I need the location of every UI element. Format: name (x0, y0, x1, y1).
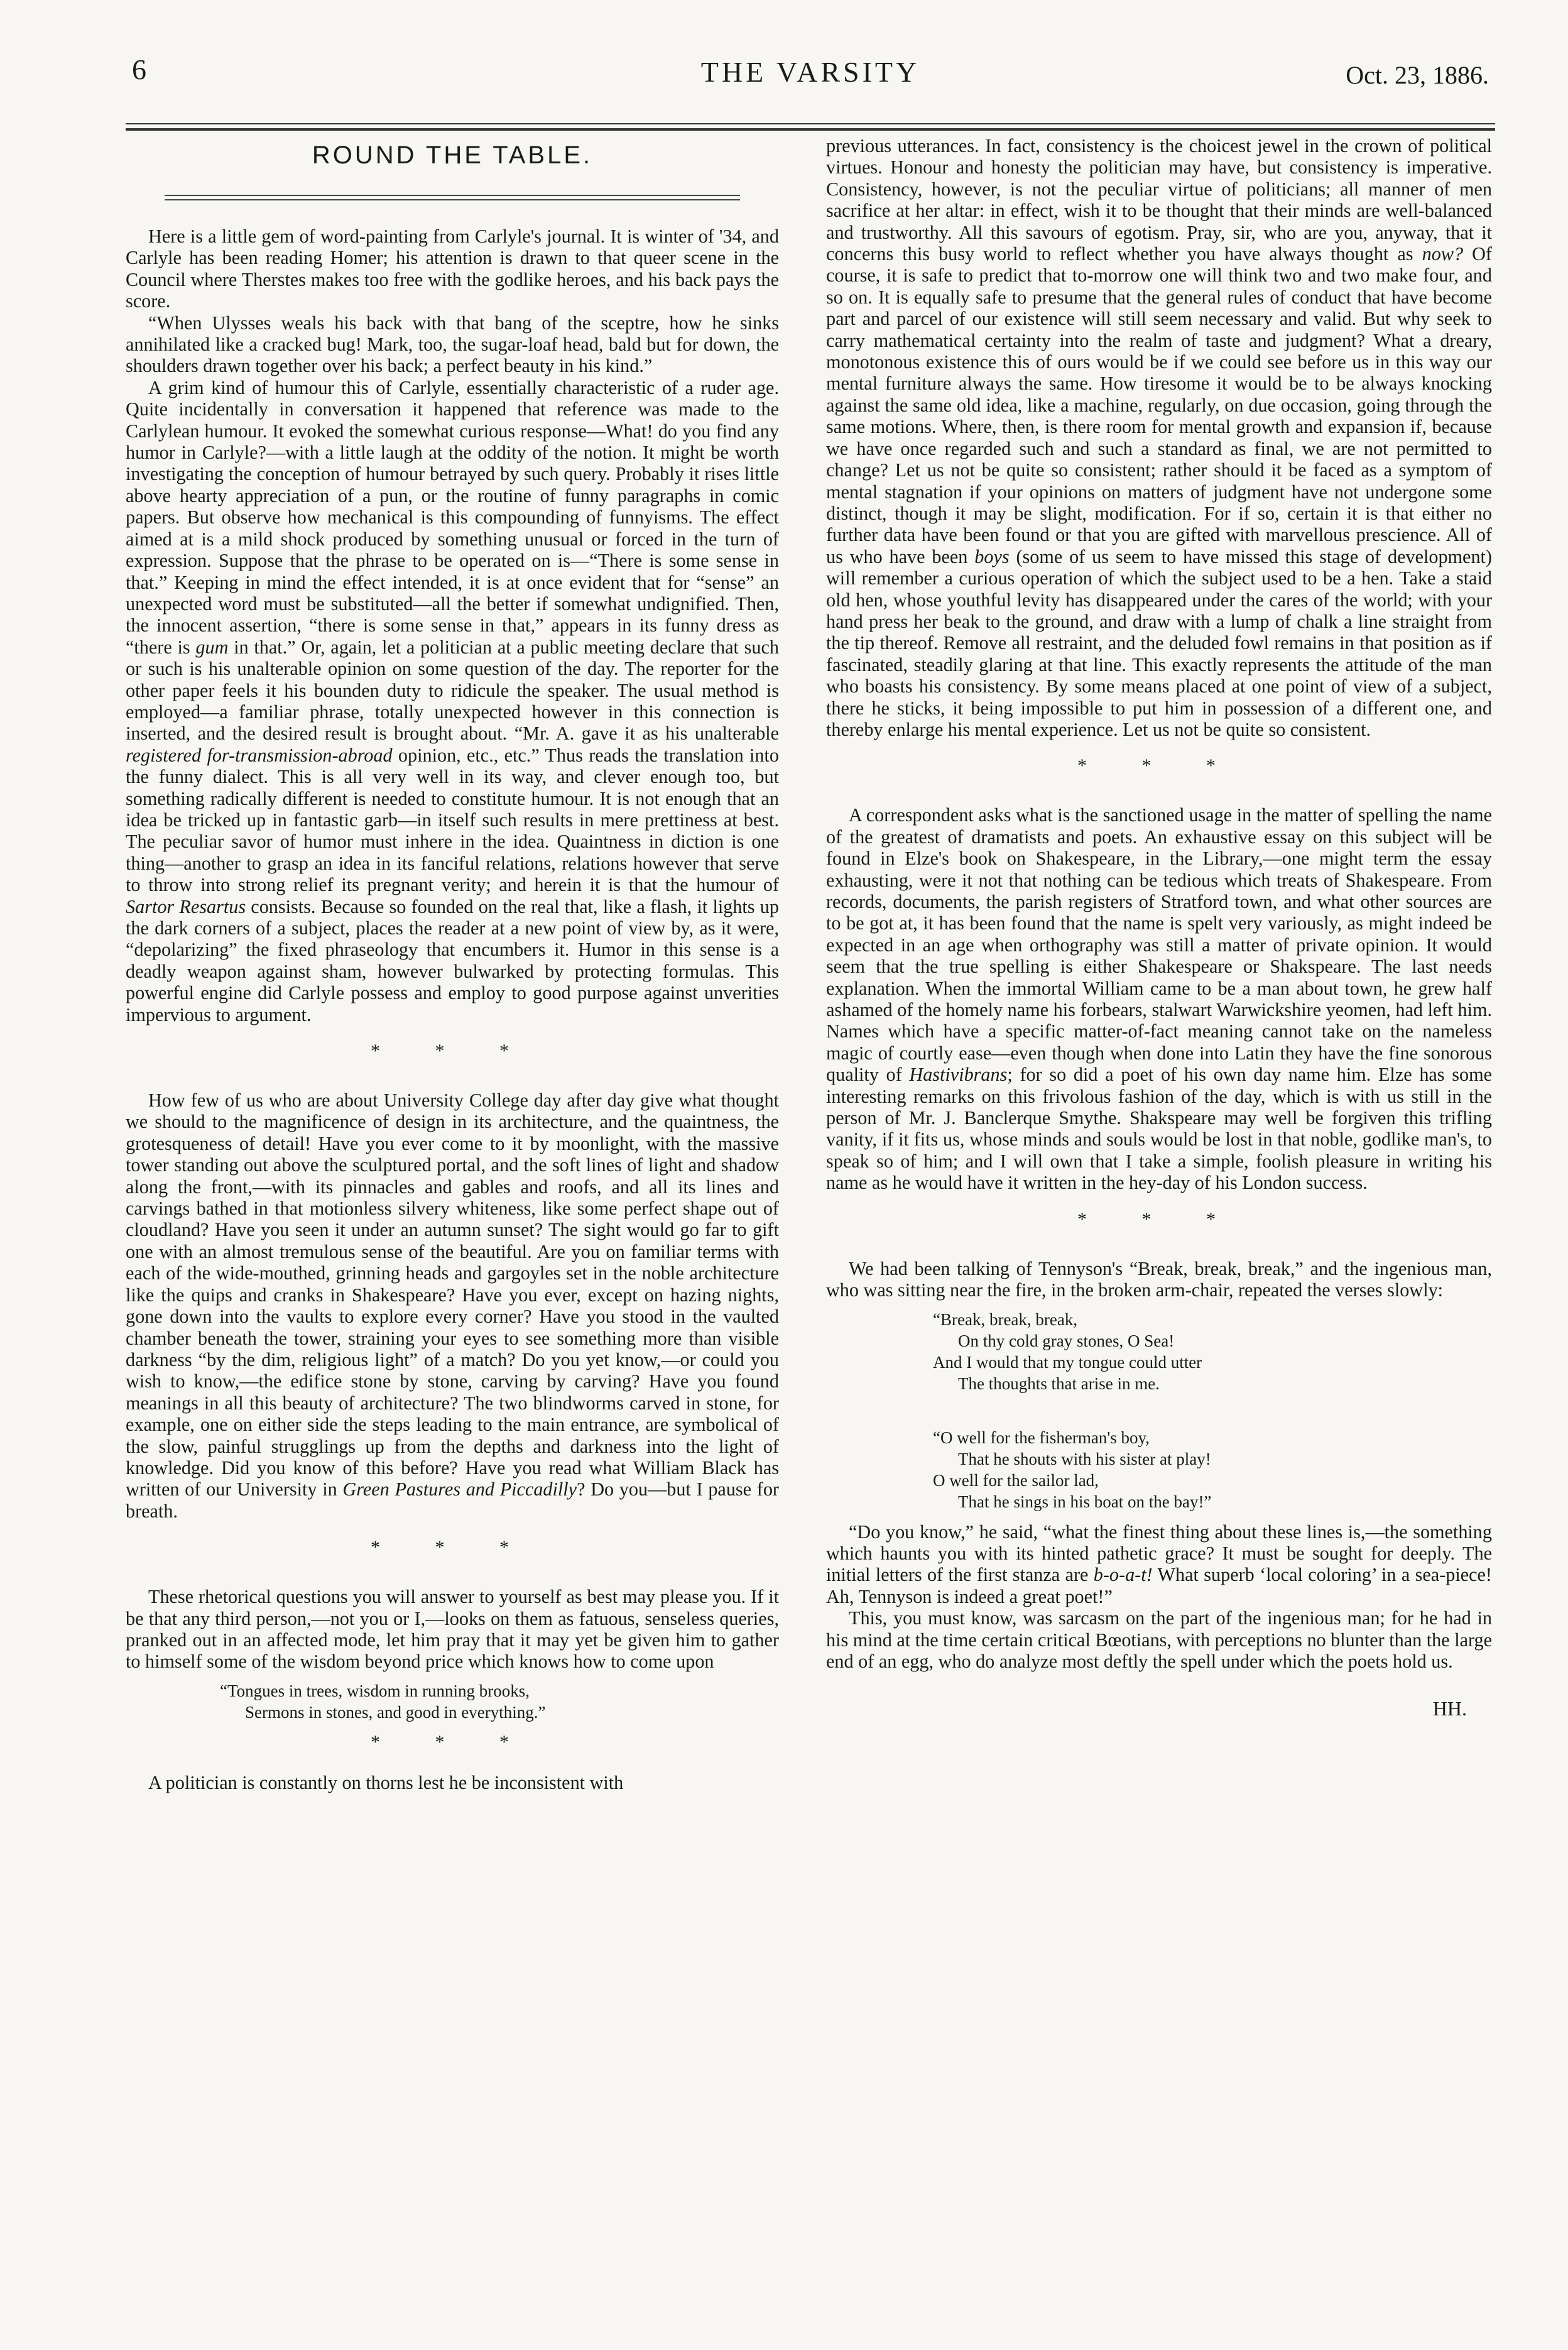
masthead-rule-thick (126, 128, 1495, 131)
section-separator: * * * (371, 1041, 534, 1062)
author-signature: HH. (1432, 1697, 1467, 1720)
paragraph-sarcasm: This, you must know, was sarcasm on the part of the ingenious man; for he had in his mind at the time certain critical Bœotians, with perceptions no blunter than the large end of an egg, who do analyze most deftly the spell under which the poets hold us. (826, 1607, 1492, 1672)
heading-rule (165, 195, 739, 200)
issue-date: Oct. 23, 1886. (1346, 61, 1489, 89)
section-separator: * * * (1077, 1208, 1241, 1230)
paragraph-university-college: How few of us who are about University College day after day give what thought we should to the magnificence of design in its architecture, and the quaintness, the grotesqueness of detail! Have you ever come to it by moonlight, with the massive tower standing out above the sculptured portal, and the soft lines of light and shadow along the front,—with its pinnacles and gables and roofs, and all its lines and carvings bathed in that motionless silvery whiteness, like some perfect shape out of cloudland? Have you seen it under an autumn sunset? The sight would go far to gift one with an almost tremulous sense of the beautiful. Are you on familiar terms with each of the wide-mouthed, grinning heads and gargoyles set in the noble architecture like the quips and cranks in Shakespeare? Have you ever, except on hazing nights, gone down into the vaults to explore every corner? Have you stood in the vaulted chamber beneath the tower, straining your eyes to see something more than visible darkness “by the dim, religious light” of a match? Do you yet know,—or could you wish to know,—the edifice stone by stone, carving by carving? Have you found meanings in all this beauty of architecture? The two blindworms carved in stone, for example, one on either side the steps leading to the main entrance, are symbolical of the slow, painful strugglings up from the depths and darkness into the light of knowledge. Did you know of this before? Have you read what William Black has written of our University in Green Pastures and Piccadilly? Do you—but I pause for breath. (126, 1090, 779, 1522)
shakespeare-quote: “Tongues in trees, wisdom in running brooks, Sermons in stones, and good in everything.” (220, 1681, 546, 1722)
section-separator: * * * (1077, 755, 1241, 777)
newspaper-title: THE VARSITY (700, 56, 920, 88)
paragraph-humour: A grim kind of humour this of Carlyle, essentially characteristic of a ruder age. Quite incidentally in conversation it happened that reference was made to the Carlylean humour. It evoked the somewhat curious response—What! do you find any humor in Carlyle?—with a little laugh at the oddity of the notion. It might be worth investigating the conception of humour betrayed by such query. Probably it rises little above hearty appreciation of a pun, or the routine of funny paragraphs in comic papers. But observe how mechanical is this compounding of funnyisms. The effect aimed at is a mild shock produced by something unusual or forced in the turn of expression. Suppose that the phrase to be operated on is—“There is some sense in that.” Keeping in mind the effect intended, it is at once evident that for “sense” an unexpected word must be substituted—all the better if somewhat undignified. Then, the innocent assertion, “there is some sense in that,” appears in its funny dress as “there is gum in that.” Or, again, let a politician at a public meeting declare that such or such is his unalterable opinion on some question of the day. The reporter for the other paper feels it his bounden duty to ridicule the speaker. The usual method is employed—a familiar phrase, totally unexpected however in this connection is inserted, and the desired result is brought about. “Mr. A. gave it as his unalterable registered for-transmission-abroad opinion, etc., etc.” Thus reads the translation into the funny dialect. This is all very well in its way, and clever enough too, but something radically different is needed to constitute humour. It is not enough that an idea be tricked up in fantastic garb—in itself such results in mere prettiness at best. The peculiar savor of humor must inhere in the idea. Quaintness in diction is one thing—another to grasp an idea in its fanciful relations, relations however that serve to throw into strong relief its pregnant verity; and herein it is that the humour of Sartor Resartus consists. Because so founded on the real that, like a flash, it lights up the dark corners of a subject, places the reader at a new point of view by, as it were, “depolarizing” the fixed phraseology that encumbers it. Humor in this sense is a deadly weapon against sham, however bulwarked by protecting formulas. This powerful engine did Carlyle possess and employ to good purpose against unverities impervious to argument. (126, 376, 779, 1025)
paragraph-tennyson-boat: “Do you know,” he said, “what the finest thing about these lines is,—the something which haunts you with its hinted pathetic grace? It must be sought for deeply. The initial letters of the first stanza are b-o-a-t! What superb ‘local coloring’ in a sea-piece! Ah, Tennyson is indeed a great poet!” (826, 1521, 1492, 1607)
paragraph-shakespeare-spelling: A correspondent asks what is the sanctioned usage in the matter of spelling the name of the greatest of dramatists and poets. An exhaustive essay on this subject will be found in Elze's book on Shakespeare, in the Library,—one might term the essay exhausting, were it not that nothing can be tedious which treats of Shakespeare. From records, documents, the parish registers of Stratford town, and what other sources are to be got at, it has been found that the name is spelt very variously, as might indeed be expected in an age when orthography was still a matter of private opinion. It would seem that the true spelling is either Shakespeare or Shakspeare. The last needs explanation. When the immortal William came to be a man about town, he grew half ashamed of the homely name his forbears, stalwart Warwickshire yeomen, had left him. Names which have a specific matter-of-fact meaning cannot take on the nameless magic of courtly ease—even though when done into Latin they have the fine sonorous quality of Hastivibrans; for so did a poet of his own day name him. Elze has some interesting remarks on this frivolous fashion of the day, which is with us still in the person of Mr. J. Banclerque Smythe. Shakspeare may well be forgiven this trifling vanity, if it fits us, whose minds and souls would be lost in that noble, godlike man's, to speak so of him; and I will own that I take a simple, foolish pleasure in writing his name as he would have it written in the hey-day of his London success. (826, 804, 1492, 1194)
masthead (126, 49, 1495, 118)
section-separator: * * * (371, 1731, 534, 1752)
paragraph-tennyson-intro: We had been talking of Tennyson's “Break, break, break,” and the ingenious man, who was sitting near the fire, in the broken arm-chair, repeated the verses slowly: (826, 1257, 1492, 1301)
section-separator: * * * (371, 1537, 534, 1558)
tennyson-verse-2: “O well for the fisherman's boy, That he shouts with his sister at play! O well for the sailor lad, That he sings in his boat on the bay!” (933, 1428, 1212, 1511)
paragraph-carlyle-quote: “When Ulysses weals his back with that bang of the sceptre, how he sinks annihilated like a cracked bug! Mark, too, the sugar-loaf head, bald but for down, the shoulders drawn together over his back; a perfect beauty in his kind.” (126, 312, 779, 377)
paragraph-carlyle-intro: Here is a little gem of word-painting from Carlyle's journal. It is winter of '34, and Carlyle has been reading Homer; his attention is drawn to that queer scene in the Council where Therstes makes too free with the godlike heroes, and his back pays the score. (126, 226, 779, 312)
paragraph-consistency: previous utterances. In fact, consistency is the choicest jewel in the crown of political virtues. Honour and honesty the politician may have, but consistency is imperative. Consistency, however, is not the peculiar virtue of politicians; all manner of men sacrifice at her altar: in effect, wish it to be thought that their minds are well-balanced and trustworthy. All this savours of egotism. Pray, sir, who are you, anyway, that it concerns this busy world to reflect whether you have always thought as now? Of course, it is safe to predict that to-morrow one will think two and two make four, and so on. It is equally safe to presume that the general rules of conduct that have become part and parcel of our existence will still seem necessary and valid. But why seek to carry mathematical certainty into the realm of taste and judgment? What a dreary, monotonous existence this of ours would be if we could see before us in this way our mental furniture always the same. How tiresome it would be to be always knocking against the same old idea, like a machine, regularly, on due occasion, going through the same motions. Where, then, is there room for mental growth and expansion if, because we have once regarded such and such a standard as final, we are not permitted to change? Let us not be quite so consistent; rather should it be faced as a symptom of mental stagnation if your opinions on matters of judgment have not undergone some distinct, though it may be slight, modification. For if so, certain it is that either no further data have been found or that you are gifted with marvellous prescience. All of us who have been boys (some of us seem to have missed this stage of development) will remember a curious operation of which the subject used to be a hen. Take a staid old hen, whose youthful levity has disappeared under the cares of the world; with your hand press her beak to the ground, and draw with a lump of chalk a line straight from the tip thereof. Remove all restraint, and the deluded fowl remains in that position as if fascinated, steadily glaring at that line. This exactly represents the attitude of the man who boasts his consistency. By some means placed at one point of view of a subject, there he sticks, it being impossible to put him in possession of a different one, and thereby enlarge his mental experience. Let us not be quite so consistent. (826, 135, 1492, 740)
paragraph-politician: A politician is constantly on thorns lest he be inconsistent with (148, 1771, 624, 1793)
left-column (126, 135, 779, 2268)
masthead-rule (126, 123, 1495, 124)
paragraph-rhetorical-questions: These rhetorical questions you will answer to yourself as best may please you. If it be that any third person,—not you or I,—looks on them as fatuous, senseless queries, pranked out in an affected mode, let him pray that it may yet be given him to gather to himself some of the wisdom beyond price which knows how to come upon (126, 1586, 779, 1673)
right-column (826, 135, 1492, 2268)
tennyson-verse-1: “Break, break, break, On thy cold gray stones, O Sea! And I would that my tongue could utter The thoughts that arise in me. (933, 1309, 1202, 1393)
page-number: 6 (132, 53, 146, 85)
section-heading: ROUND THE TABLE. (312, 141, 593, 169)
